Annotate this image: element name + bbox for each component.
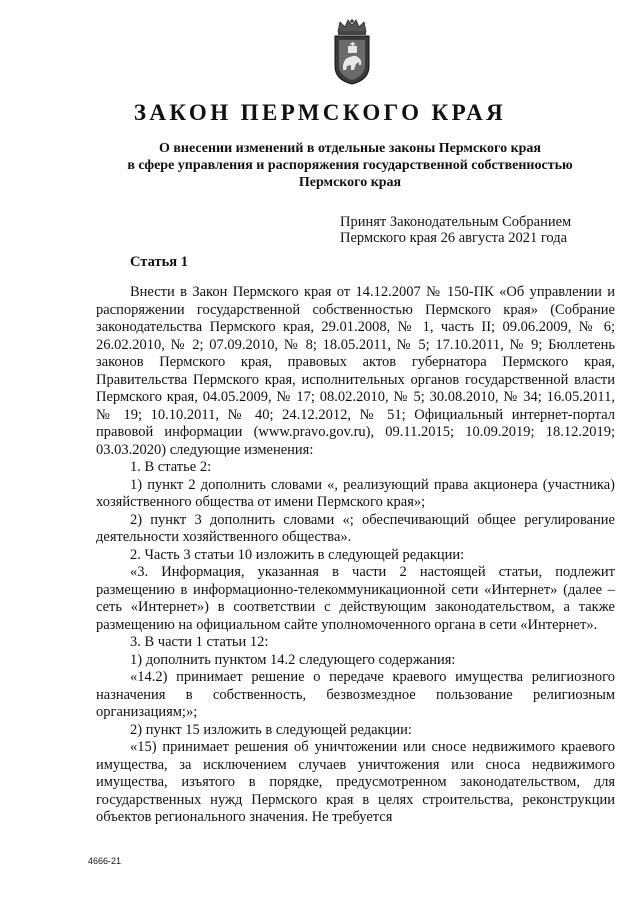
- subtitle-line: О внесении изменений в отдельные законы Пермского края: [158, 141, 541, 156]
- paragraph: 1) пункт 2 дополнить словами «, реализующий права акционера (участника) хозяйственного общества от имени Пермского края»;: [96, 476, 615, 510]
- law-title: ЗАКОН ПЕРМСКОГО КРАЯ: [133, 100, 507, 125]
- paragraph: «15) принимает решения об уничтожении или сносе недвижимого краевого имущества, за исключением случаев уничтожения или сноса недвижимого имущества, изъятого в порядке, предусмотренном законодательством, для государственных нужд Пермского края в целях строительства, реконструкции объектов регионального значения. Не требуется: [96, 739, 615, 825]
- adoption-line: Пермского края 26 августа 2021 года: [340, 230, 568, 246]
- adoption-line: Принят Законодательным Собранием: [340, 214, 572, 230]
- coat-of-arms-emblem-icon: [330, 18, 374, 86]
- paragraph: 2. Часть 3 статьи 10 изложить в следующей редакции:: [130, 546, 465, 563]
- document-number: 4666-21: [88, 856, 122, 866]
- paragraph: 2) пункт 3 дополнить словами «; обеспечивающий общее регулирование деятельности хозяйственного общества».: [96, 511, 615, 545]
- paragraph: Внести в Закон Пермского края от 14.12.2007 № 150-ПК «Об управлении и распоряжении государственной собственностью Пермского края» (Собрание законодательства Пермского края, 29.01.2008, № 1, часть II; 09.06.2009, № 6; 26.02.2010, № 2; 07.09.2010, № 8; 18.05.2011, № 5; 17.10.2011, № 9; Бюллетень законов Пермского края, правовых актов губернатора Пермского края, Правительства Пермского края, исполнительных органов государственной власти Пермского края, 04.05.2009, № 17; 08.02.2010, № 5; 30.08.2010, № 34; 16.05.2011, № 19; 10.10.2011, № 40; 24.12.2012, № 51; Официальный интернет-портал правовой информации (www.pravo.gov.ru), 09.11.2015; 10.09.2019; 18.12.2019; 03.03.2020) следующие изменения:: [96, 284, 615, 458]
- paragraph: 1) дополнить пунктом 14.2 следующего содержания:: [130, 651, 456, 668]
- subtitle-line: в сфере управления и распоряжения государственной собственностью: [127, 158, 573, 173]
- law-subtitle: [80, 140, 620, 191]
- paragraph: 1. В статье 2:: [130, 459, 212, 475]
- adoption-note: [340, 214, 630, 246]
- paragraph: 3. В части 1 статьи 12:: [130, 634, 269, 650]
- paragraph: «14.2) принимает решение о передаче краевого имущества религиозного назначения в собственность, безвозмездное пользование религиозным организациям;»;: [96, 669, 615, 720]
- subtitle-line: Пермского края: [298, 175, 402, 190]
- article-heading: Статья 1: [130, 254, 188, 270]
- paragraph: «3. Информация, указанная в части 2 настоящей статьи, подлежит размещению в информационно-телекоммуникационной сети «Интернет» (далее – сеть «Интернет») в соответствии с действующим законодательством, а также размещению на официальном сайте уполномоченного органа в сети «Интернет».: [96, 564, 615, 633]
- paragraph: 2) пункт 15 изложить в следующей редакции:: [130, 721, 412, 738]
- article-body: [96, 284, 615, 827]
